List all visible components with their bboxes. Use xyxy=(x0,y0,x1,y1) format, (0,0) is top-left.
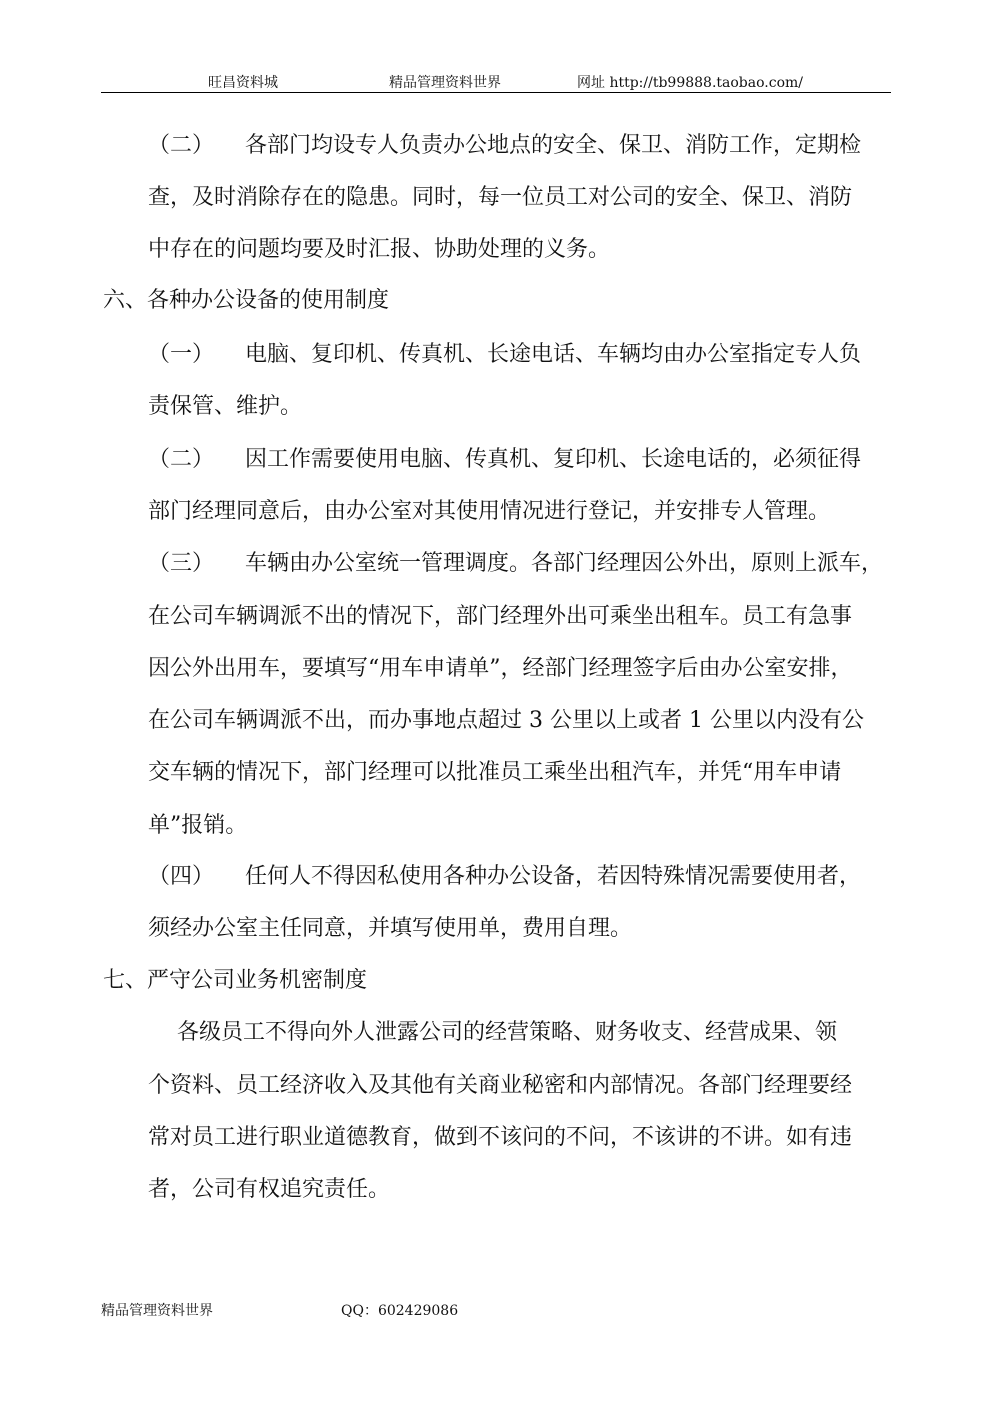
item-number: （三） xyxy=(148,551,215,576)
paragraph-line: 单”报销。 xyxy=(148,813,248,838)
section-heading: 六、各种办公设备的使用制度 xyxy=(103,288,390,313)
header-center-text: 精品管理资料世界 xyxy=(389,75,501,91)
paragraph-line xyxy=(148,341,888,369)
paragraph-line: 查，及时消除存在的隐患。同时，每一位员工对公司的安全、保卫、消防 xyxy=(148,185,853,210)
item-number: （二） xyxy=(148,133,215,158)
paragraph-line: 在公司车辆调派不出，而办事地点超过 3 公里以上或者 1 公里以内没有公 xyxy=(148,708,864,733)
item-number: （一） xyxy=(148,342,215,367)
item-number: （四） xyxy=(148,864,215,889)
paragraph-line xyxy=(148,550,888,578)
section-heading: 七、严守公司业务机密制度 xyxy=(103,968,368,993)
paragraph-text: 车辆由办公室统一管理调度。各部门经理因公外出，原则上派车， xyxy=(245,551,884,576)
paragraph-line: 中存在的问题均要及时汇报、协助处理的义务。 xyxy=(148,237,611,262)
page-footer xyxy=(101,1300,601,1320)
item-number: （二） xyxy=(148,447,215,472)
paragraph-line xyxy=(148,446,888,474)
header-left-text: 旺昌资料城 xyxy=(208,75,278,91)
paragraph-line: 个资料、员工经济收入及其他有关商业秘密和内部情况。各部门经理要经 xyxy=(148,1073,853,1098)
paragraph-text: 电脑、复印机、传真机、长途电话、车辆均由办公室指定专人负 xyxy=(245,342,862,367)
paragraph-line xyxy=(148,863,888,891)
paragraph-line: 者，公司有权追究责任。 xyxy=(148,1177,391,1202)
paragraph-line: 部门经理同意后，由办公室对其使用情况进行登记，并安排专人管理。 xyxy=(148,499,831,524)
paragraph-line: 因公外出用车，要填写“用车申请单”，经部门经理签字后由办公室安排， xyxy=(148,656,853,681)
footer-qq-text: QQ：602429086 xyxy=(341,1303,459,1319)
paragraph-line: 各级员工不得向外人泄露公司的经营策略、财务收支、经营成果、领 xyxy=(177,1020,838,1045)
paragraph-line: 常对员工进行职业道德教育，做到不该问的不问，不该讲的不讲。如有违 xyxy=(148,1125,853,1150)
paragraph-line: 交车辆的情况下，部门经理可以批准员工乘坐出租汽车，并凭“用车申请 xyxy=(148,760,842,785)
paragraph-line: 责保管、维护。 xyxy=(148,394,303,419)
paragraph-text: 各部门均设专人负责办公地点的安全、保卫、消防工作，定期检 xyxy=(245,133,862,158)
paragraph-line: 在公司车辆调派不出的情况下，部门经理外出可乘坐出租车。员工有急事 xyxy=(148,604,853,629)
paragraph-text: 任何人不得因私使用各种办公设备，若因特殊情况需要使用者， xyxy=(245,864,862,889)
paragraph-line xyxy=(148,132,888,160)
header-website-text: 网址 http://tb99888.taobao.com/ xyxy=(577,75,804,91)
paragraph-text: 因工作需要使用电脑、传真机、复印机、长途电话的，必须征得 xyxy=(245,447,862,472)
paragraph-line: 须经办公室主任同意，并填写使用单，费用自理。 xyxy=(148,916,633,941)
footer-left-text: 精品管理资料世界 xyxy=(101,1303,213,1319)
